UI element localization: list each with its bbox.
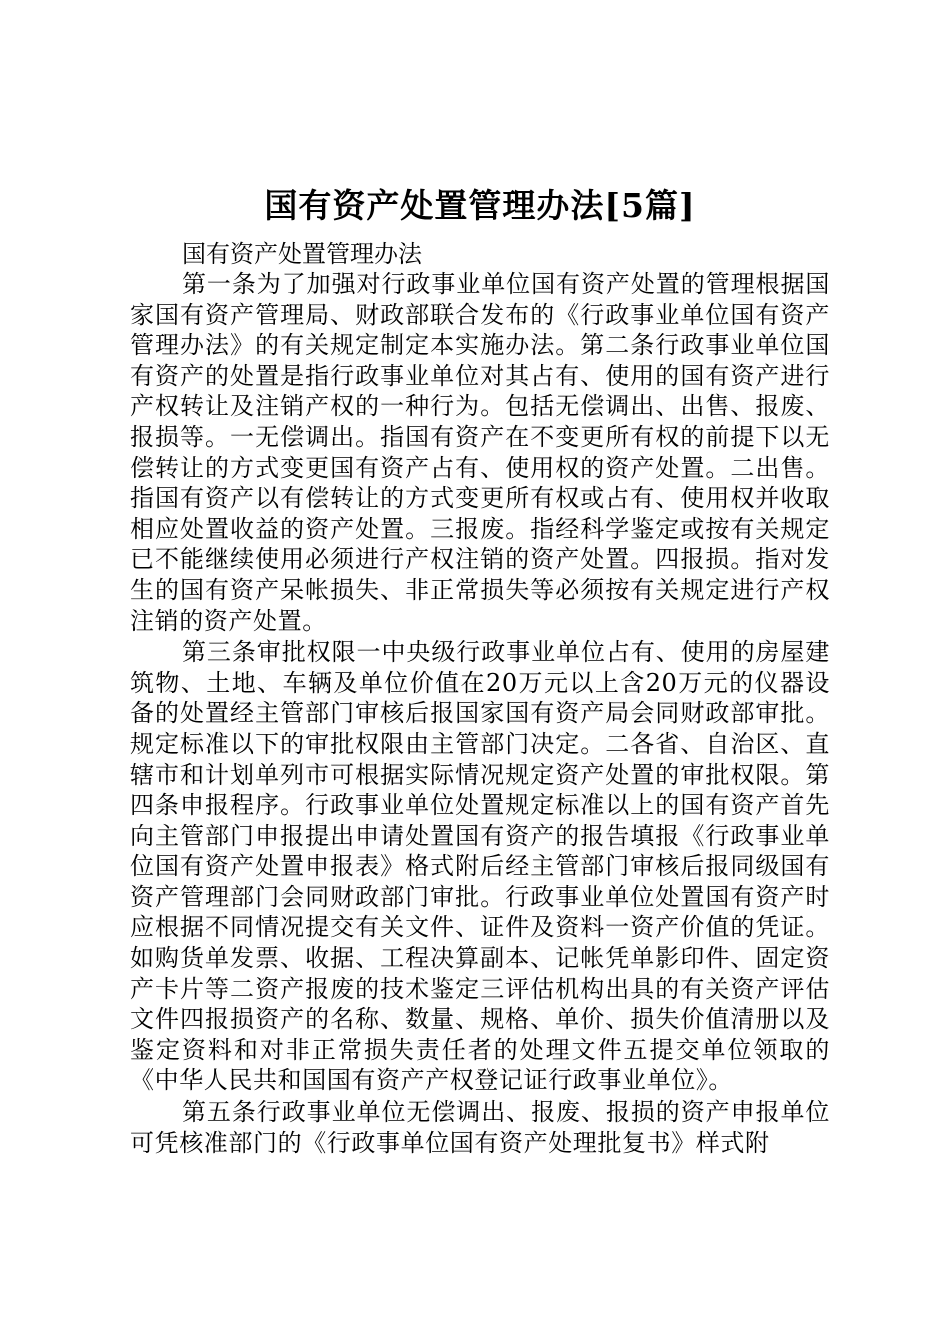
paragraph-article-3-4: 第三条审批权限一中央级行政事业单位占有、使用的房屋建筑物、土地、车辆及单位价值在20万元以上含20万元的仪器设备的处置经主管部门审核后报国家国有资产局会同财政部审批。规定标准以下的审批权限由主管部门决定。二各省、自治区、直辖市和计划单列市可根据实际情况规定资产处置的审批权限。第四条申报程序。行政事业单位处置规定标准以上的国有资产首先向主管部门申报提出申请处置国有资产的报告填报《行政事业单位国有资产处置申报表》格式附后经主管部门审核后报同级国有资产管理部门会同财政部门审批。行政事业单位处置国有资产时应根据不同情况提交有关文件、证件及资料一资产价值的凭证。如购货单发票、收据、工程决算副本、记帐凭单影印件、固定资产卡片等二资产报废的技术鉴定三评估机构出具的有关资产评估文件四报损资产的名称、数量、规格、单价、损失价值清册以及鉴定资料和对非正常损失责任者的处理文件五提交单位领取的《中华人民共和国国有资产产权登记证行政事业单位》。 xyxy=(130,638,830,1095)
document-page xyxy=(130,183,830,1159)
paragraph-article-5: 第五条行政事业单位无偿调出、报废、报损的资产申报单位可凭核准部门的《行政事单位国有资产处理批复书》样式附 xyxy=(130,1098,830,1157)
document-subtitle: 国有资产处置管理办法 xyxy=(182,240,422,268)
paragraph-article-1-2: 第一条为了加强对行政事业单位国有资产处置的管理根据国家国有资产管理局、财政部联合发布的《行政事业单位国有资产管理办法》的有关规定制定本实施办法。第二条行政事业单位国有资产的处置是指行政事业单位对其占有、使用的国有资产进行产权转让及注销产权的一种行为。包括无偿调出、出售、报废、报损等。一无偿调出。指国有资产在不变更所有权的前提下以无偿转让的方式变更国有资产占有、使用权的资产处置。二出售。指国有资产以有偿转让的方式变更所有权或占有、使用权并收取相应处置收益的资产处置。三报废。指经科学鉴定或按有关规定已不能继续使用必须进行产权注销的资产处置。四报损。指对发生的国有资产呆帐损失、非正常损失等必须按有关规定进行产权注销的资产处置。 xyxy=(130,270,830,635)
document-title: 国有资产处置管理办法[5篇] xyxy=(264,186,696,225)
